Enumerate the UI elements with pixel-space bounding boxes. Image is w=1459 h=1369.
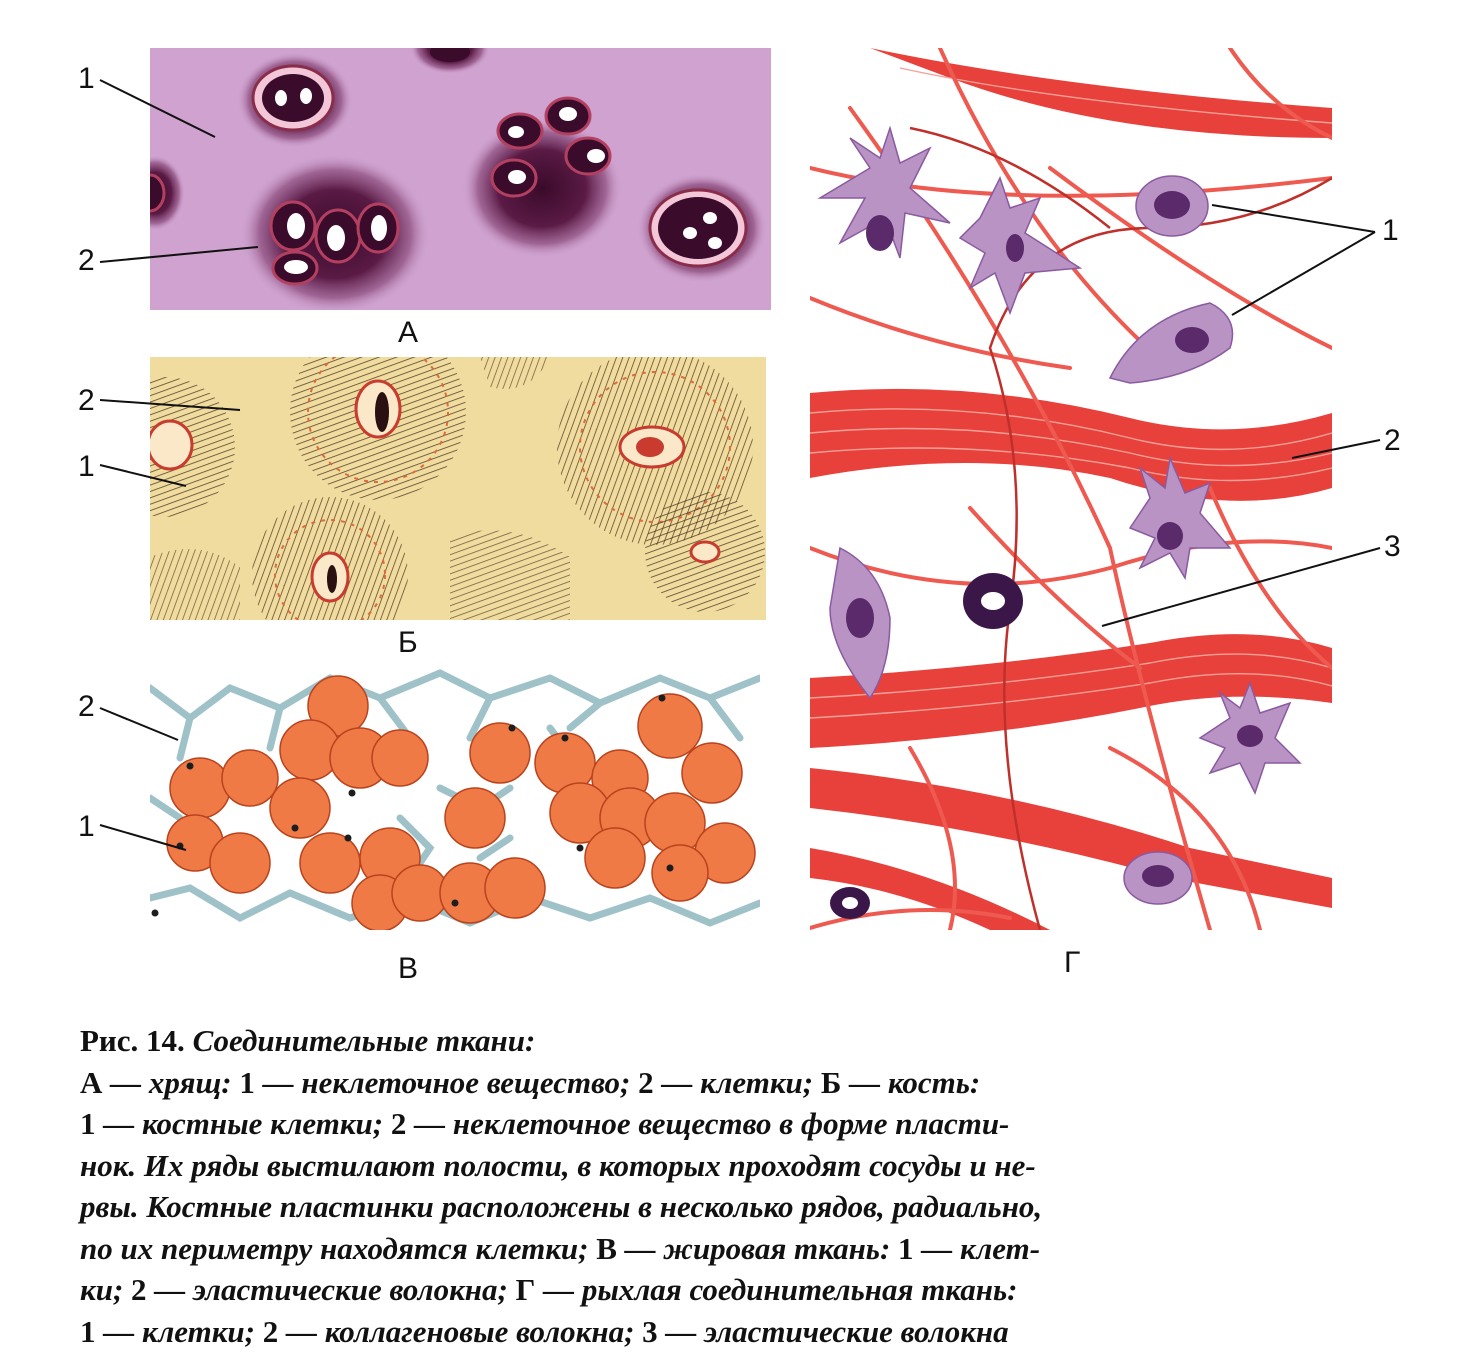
caption-line-3 bbox=[80, 1103, 1400, 1145]
callout-g-3: 3 bbox=[1384, 530, 1401, 563]
callout-v-1: 1 bbox=[78, 810, 95, 843]
caption-num: 1 bbox=[898, 1230, 914, 1266]
caption-figure-number: Рис. 14. bbox=[80, 1023, 185, 1058]
caption-num: 2 bbox=[390, 1106, 407, 1141]
caption-line-6 bbox=[80, 1228, 1400, 1270]
caption-text: — клетки; bbox=[653, 1064, 821, 1100]
panel-a-label: А bbox=[398, 316, 419, 349]
caption-text: — коллагеновые волокна; bbox=[278, 1313, 643, 1349]
caption-text: ки; bbox=[80, 1272, 132, 1307]
callout-a-2: 2 bbox=[78, 244, 95, 277]
caption-text: нок. Их ряды выстилают полости, в которых проходят сосуды и не- bbox=[80, 1147, 1036, 1183]
caption-line-2 bbox=[80, 1062, 1400, 1104]
leader-g-1a bbox=[1212, 205, 1375, 232]
caption-text: — клет- bbox=[913, 1230, 1041, 1266]
callout-v-2: 2 bbox=[78, 690, 95, 723]
caption-text: — кость: bbox=[841, 1064, 981, 1100]
caption-text: — эластические волокна; bbox=[146, 1272, 516, 1307]
caption-text: — неклеточное вещество; bbox=[254, 1064, 639, 1100]
callout-g-1: 1 bbox=[1382, 214, 1399, 247]
caption-num: 2 bbox=[131, 1272, 147, 1307]
caption-num: 1 bbox=[239, 1064, 255, 1100]
leader-g-3 bbox=[1102, 548, 1380, 626]
caption-text: — эластические волокна bbox=[657, 1313, 1009, 1349]
leader-a-2 bbox=[100, 247, 258, 262]
callout-b-1: 1 bbox=[78, 450, 95, 483]
caption-line-4 bbox=[80, 1145, 1400, 1187]
caption-text: — костные клетки; bbox=[95, 1106, 391, 1141]
leader-b-2 bbox=[100, 400, 240, 410]
callout-a-1: 1 bbox=[78, 62, 95, 95]
callout-b-2: 2 bbox=[78, 384, 95, 417]
caption-text: по их периметру находятся клетки; bbox=[80, 1230, 597, 1266]
leader-b-1 bbox=[100, 465, 186, 486]
leader-v-1 bbox=[100, 825, 186, 850]
panel-g-label: Г bbox=[1064, 946, 1081, 979]
caption-text: — клетки; bbox=[95, 1313, 263, 1349]
caption-line-1 bbox=[80, 1020, 1400, 1062]
caption-num: 1 bbox=[80, 1313, 96, 1349]
caption-num: 1 bbox=[80, 1106, 96, 1141]
panel-b-label: Б bbox=[398, 626, 418, 659]
caption-title: Соединительные ткани: bbox=[192, 1023, 536, 1058]
caption-num: 2 bbox=[638, 1064, 654, 1100]
caption-line-8 bbox=[80, 1311, 1400, 1353]
leader-g-2 bbox=[1292, 440, 1380, 458]
caption-line-7 bbox=[80, 1269, 1400, 1311]
caption-text: рвы. Костные пластинки расположены в несколько рядов, радиально, bbox=[80, 1189, 1043, 1224]
caption-text: — рыхлая соединительная ткань: bbox=[535, 1272, 1018, 1307]
leader-v-2 bbox=[100, 708, 178, 740]
leader-g-1b bbox=[1232, 232, 1375, 315]
caption-num: 3 bbox=[642, 1313, 658, 1349]
caption-key-v: В bbox=[596, 1230, 617, 1266]
figure-caption bbox=[80, 1020, 1400, 1352]
panel-v-label: В bbox=[398, 952, 419, 985]
caption-text: — хрящ: bbox=[102, 1064, 240, 1100]
caption-text: — жировая ткань: bbox=[616, 1230, 899, 1266]
callout-g-2: 2 bbox=[1384, 424, 1401, 457]
caption-line-5 bbox=[80, 1186, 1400, 1228]
caption-key-g: Г bbox=[515, 1272, 536, 1307]
caption-text: — неклеточное вещество в форме пласти- bbox=[406, 1106, 1010, 1141]
caption-key-b: Б bbox=[820, 1064, 842, 1100]
caption-key-a: А bbox=[80, 1064, 103, 1100]
caption-num: 2 bbox=[262, 1313, 279, 1349]
leader-a-1 bbox=[100, 80, 215, 137]
